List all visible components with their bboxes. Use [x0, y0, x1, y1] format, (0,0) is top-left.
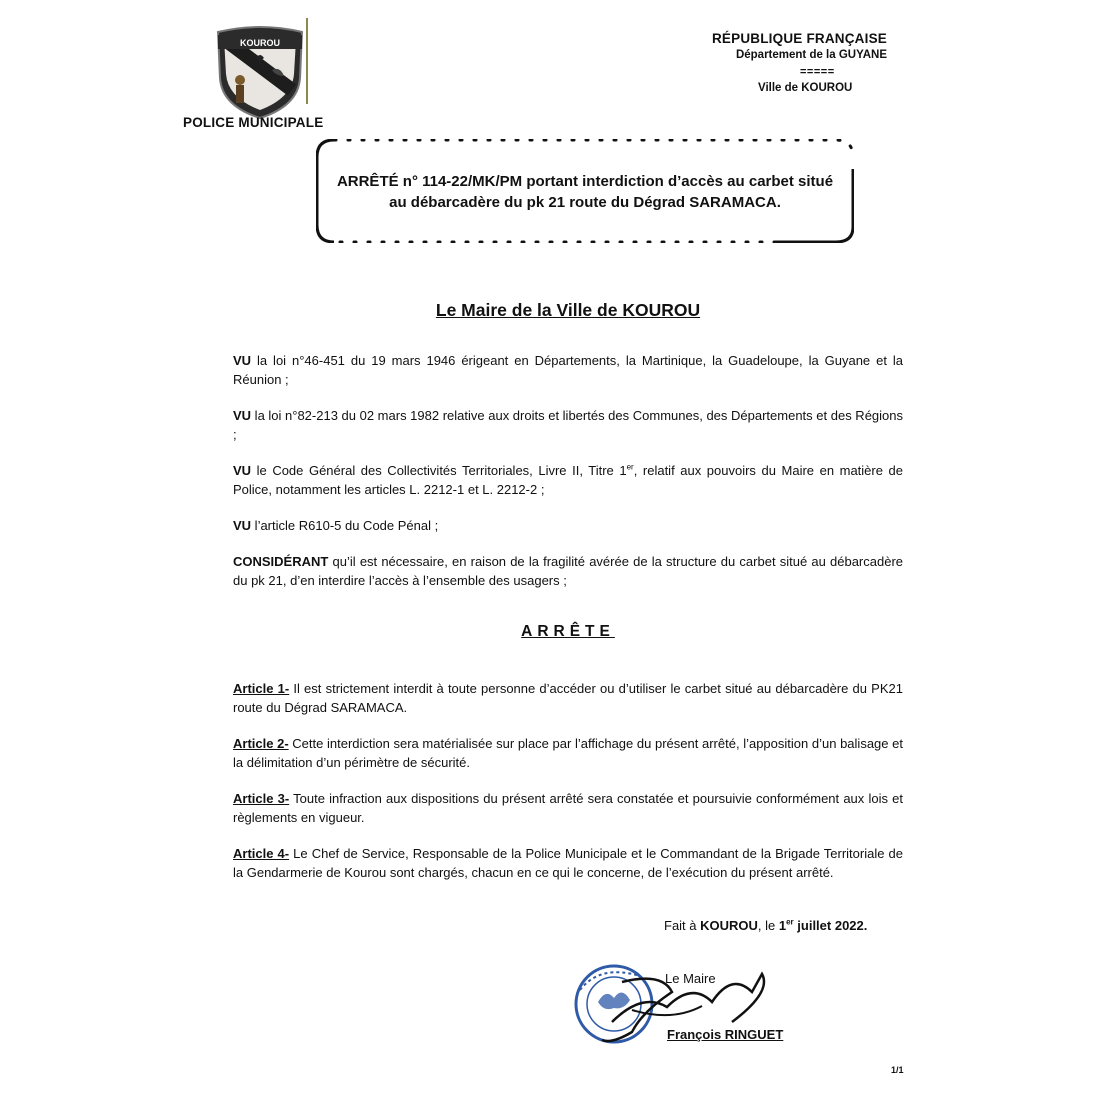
svg-text:KOUROU: KOUROU — [240, 38, 280, 48]
decree-title-line1: ARRÊTÉ n° 114-22/MK/PM portant interdiction d’accès au carbet situé — [336, 173, 834, 190]
consideration-3: VU le Code Général des Collectivités Territoriales, Livre II, Titre 1er, relatif aux pouvoirs du Maire en matière de Police, notamment les articles L. 2212-1 et L. 2212-2 ; — [233, 462, 903, 497]
decision-heading: ARRÊTE — [521, 623, 615, 640]
page-number: 1/1 — [891, 1065, 904, 1075]
header-separator: ===== — [800, 66, 835, 78]
consideration-1: VU la loi n°46-451 du 19 mars 1946 érigeant en Départements, la Martinique, la Guadeloupe, la Guyane et la Réunion ; — [233, 353, 903, 387]
decree-title — [316, 171, 854, 213]
consideration-4: VU l’article R610-5 du Code Pénal ; — [233, 518, 439, 533]
authority-heading: Le Maire de la Ville de KOUROU — [435, 300, 701, 320]
header-divider — [306, 18, 308, 104]
article-1: Article 1- Il est strictement interdit à toute personne d’accéder ou d’utiliser le carbet situé au débarcadère du PK21 route du Dégrad SARAMACA. — [233, 681, 903, 715]
article-3: Article 3- Toute infraction aux dispositions du présent arrêté sera constatée et poursuivie conformément aux lois et règlements en vigueur. — [233, 791, 903, 825]
police-municipale-label: POLICE MUNICIPALE — [183, 115, 324, 130]
signer-title: Le Maire — [665, 971, 716, 986]
decree-title-line2: au débarcadère du pk 21 route du Dégrad SARAMACA. — [389, 194, 781, 211]
republic-heading: RÉPUBLIQUE FRANÇAISE — [711, 31, 887, 46]
signer-name: François RINGUET — [667, 1027, 784, 1042]
consideration-2: VU la loi n°82-213 du 02 mars 1982 relative aux droits et libertés des Communes, des Départements et des Régions ; — [233, 408, 903, 442]
article-4: Article 4- Le Chef de Service, Responsable de la Police Municipale et le Commandant de la Brigade Territoriale de la Gendarmerie de Kourou sont chargés, chacun en ce qui le concerne, de l’exécution du présent arrêté. — [233, 846, 903, 880]
kourou-coat-of-arms-logo — [212, 18, 308, 122]
consideration-5: CONSIDÉRANT qu’il est nécessaire, en raison de la fragilité avérée de la structure du carbet situé au débarcadère du pk 21, d’en interdire l’accès à l’ensemble des usagers ; — [233, 554, 903, 588]
department-label: Département de la GUYANE — [735, 49, 887, 61]
city-label: Ville de KOUROU — [758, 82, 853, 94]
place-and-date: Fait à KOUROU, le 1er juillet 2022. — [664, 917, 868, 933]
article-2: Article 2- Cette interdiction sera matérialisée sur place par l’affichage du présent arrêté, l’apposition d’un balisage et la délimitation d’un périmètre de sécurité. — [233, 736, 903, 770]
